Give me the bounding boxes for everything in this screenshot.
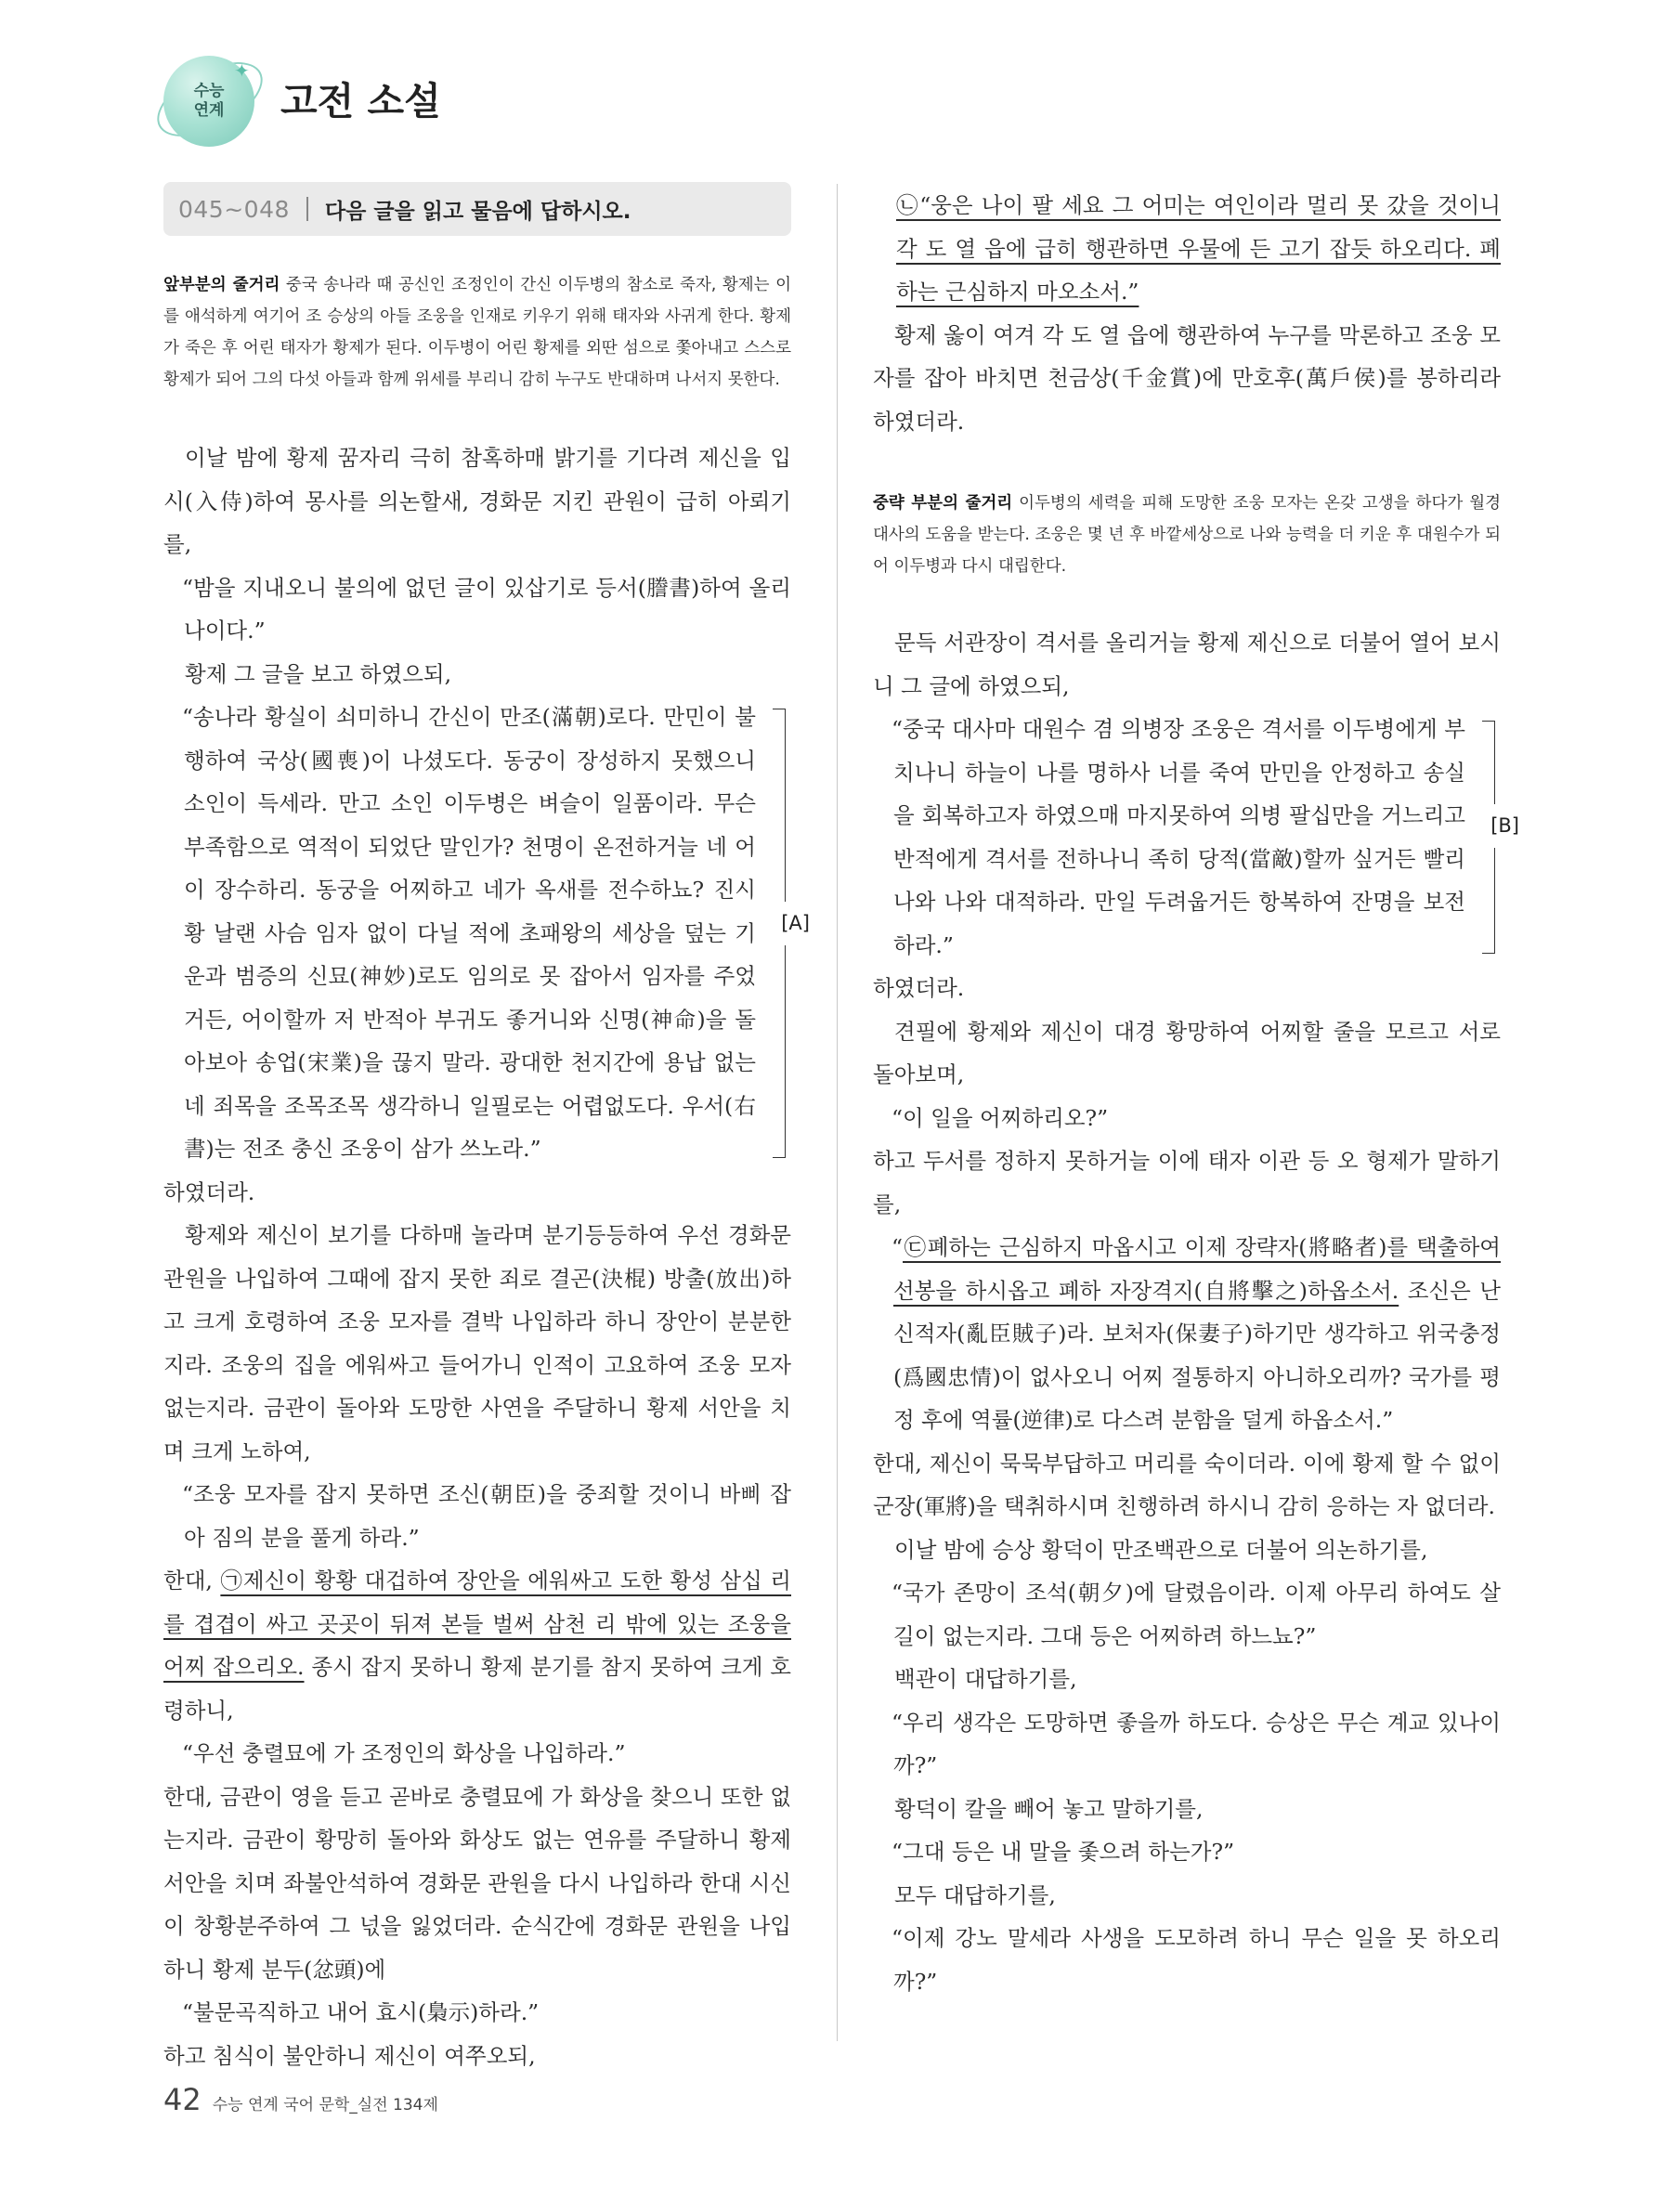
paragraph: 황제 옳이 여겨 각 도 열 읍에 행관하여 누구를 막론하고 조웅 모자를 잡아 바치면 천금상(千金賞)에 만호후(萬戶侯)를 봉하리라 하였더라. — [873, 321, 1501, 435]
paragraph: 백관이 대답하기를, — [894, 1666, 1077, 1692]
underlined-passage-a: ㉠제신이 황황 대겁하여 장안을 에워싸고 도한 황성 삼십 리를 겹겹이 싸고 곳곳이 뒤져 본들 벌써 삼천 리 밖에 있는 조웅을 어찌 잡으리오. — [163, 1568, 791, 1680]
bracket-b-label: [B] — [1489, 804, 1521, 848]
page-number: 42 — [163, 2082, 202, 2117]
text-run: 조신은 난신적자(亂臣賊子)라. 보처자(保妻子)하기만 생각하고 위국충정(爲國忠情)이 없사오니 어찌 절통하지 아니하오리까? 국가를 평정 후에 역률(逆律)로 다스려 분함을 덜게 하옵소서.” — [893, 1277, 1502, 1433]
question-header — [163, 182, 791, 236]
summary-front-label: 앞부분의 줄거리 — [163, 276, 280, 294]
question-number: 045~048 — [178, 195, 290, 223]
column-divider — [837, 184, 838, 2041]
page-footer — [163, 2082, 438, 2117]
question-instruction: 다음 글을 읽고 물음에 답하시오. — [324, 199, 631, 224]
quote: “밤을 지내오니 불의에 없던 글이 있삽기로 등서(謄書)하여 올리나이다.” — [182, 574, 791, 644]
quote: “그대 등은 내 말을 좇으려 하는가?” — [892, 1839, 1235, 1865]
bracket-a-section — [163, 696, 810, 1171]
paragraph: 이날 밤에 황제 꿈자리 극히 참혹하매 밝기를 기다려 제신을 입시(入侍)하여 몽사를 의논할새, 경화문 지킨 관원이 급히 아뢰기를, — [163, 445, 791, 557]
quote: “우리 생각은 도망하면 좋을까 하도다. 승상은 무슨 계교 있나이까?” — [892, 1709, 1501, 1778]
passage-right — [873, 184, 1501, 443]
underlined-text: ㉡“웅은 나이 팔 세요 그 어미는 여인이라 멀리 못 갔을 것이니 각 도 열 읍에 급히 행관하면 우물에 든 고기 잡듯 하오리다. 폐하는 근심하지 마오소서.” — [896, 192, 1501, 305]
summary-middle — [873, 488, 1501, 582]
paragraph: 황제 그 글을 보고 하였으되, — [185, 660, 452, 687]
paragraph: 한대, 금관이 영을 듣고 곧바로 충렬묘에 가 화상을 찾으니 또한 없는지라. 금관이 황망히 돌아와 화상도 없는 연유를 주달하니 황제 서안을 치며 좌불안석하여 경화문 관원을 다시 나입하라 한대 시신이 창황분주하여 그 넋을 잃었더라. 순식간에 경화문 관원을 나입하니 황제 분두(忿頭)에 — [163, 1783, 791, 1983]
paragraph: 이날 밤에 승상 황덕이 만조백관으로 더불어 의논하기를, — [894, 1536, 1428, 1563]
section-badge — [160, 52, 258, 150]
sparkle-icon: ✦ — [234, 59, 250, 82]
section-title: 고전 소설 — [280, 79, 441, 124]
paragraph: 하였더라. — [873, 975, 965, 1001]
badge-line1: 수능 — [193, 82, 225, 100]
right-column — [873, 184, 1519, 2003]
badge-line2: 연계 — [193, 101, 225, 120]
question-separator — [306, 197, 308, 221]
paragraph: 문득 서관장이 격서를 올리거늘 황제 제신으로 더불어 열어 보시니 그 글에 하였으되, — [873, 630, 1501, 699]
paragraph-with-underline — [163, 1559, 791, 1732]
quote-with-underline — [873, 1226, 1501, 1442]
letter-a-text: “송나라 황실이 쇠미하니 간신이 만조(滿朝)로다. 만민이 불행하여 국상(國喪)이 나셨도다. 동궁이 장성하지 못했으니 소인이 득세라. 만고 소인 이두병은 벼슬이 일품이라. 무슨 부족함으로 역적이 되었단 말인가? 천명이 온전하거늘 네 어이 장수하리. 동궁을 어찌하고 네가 옥새를 전수하뇨? 진시황 날랜 사슴 임자 없이 다닐 적에 초패왕의 세상을 덮는 기운과 범증의 신묘(神妙)로도 임의로 못 잡아서 임자를 주었거든, 어이할까 저 반적아 부귀도 좋거니와 신명(神命)을 돌아보아 송업(宋業)을 끊지 말라. 광대한 천지간에 용납 없는 네 죄목을 조목조목 생각하니 일필로는 어렵없도다. 우서(右書)는 전조 충신 조웅이 삼가 쓰노라.” — [182, 704, 756, 1162]
bracket-b-section — [873, 708, 1519, 967]
text-run: 한대, — [163, 1568, 221, 1594]
paragraph: 황제와 제신이 보기를 다하매 놀라며 분기등등하여 우선 경화문 관원을 나입하여 그때에 잡지 못한 죄로 결곤(決棍) 방출(放出)하고 크게 호령하여 조웅 모자를 결박 나입하라 하니 장안이 분분한지라. 조웅의 집을 에워싸고 들어가니 인적이 고요하여 조웅 모자 없는지라. 금관이 돌아와 도망한 사연을 주달하니 황제 서안을 치며 크게 노하여, — [163, 1222, 791, 1464]
left-column — [163, 182, 810, 2077]
paragraph: 모두 대답하기를, — [894, 1881, 1056, 1908]
underlined-passage-b — [873, 184, 1501, 314]
paragraph: 하고 침식이 불안하니 제신이 여쭈오되, — [163, 2042, 536, 2069]
summary-middle-text: 이두병의 세력을 피해 도망한 조웅 모자는 온갖 고생을 하다가 월경 대사의 도움을 받는다. 조웅은 몇 년 후 바깥세상으로 나와 능력을 더 키운 후 대원수가 되어 이두병과 다시 대립한다. — [873, 494, 1501, 576]
paragraph: 한대, 제신이 묵묵부답하고 머리를 숙이더라. 이에 황제 할 수 없이 군장(軍將)을 택취하시며 친행하려 하시니 감히 응하는 자 없더라. — [873, 1450, 1501, 1519]
footer-title: 수능 연계 국어 문학_실전 134제 — [212, 2096, 438, 2114]
quote: “이제 강노 말세라 사생을 도모하려 하니 무슨 일을 못 하오리까?” — [892, 1925, 1501, 1995]
passage-left — [163, 436, 810, 2077]
summary-front — [163, 269, 791, 396]
text-run: “ — [892, 1234, 904, 1260]
paragraph: 견필에 황제와 제신이 대경 황망하여 어찌할 줄을 모르고 서로 돌아보며, — [873, 1018, 1501, 1087]
underlined-passage-c: ㉢폐하는 근심하지 마옵시고 이제 장략자(將略者)를 택출하여 선봉을 하시옵고 폐하 자장격지(自將擊之)하옵소서. — [893, 1234, 1501, 1304]
text-run: 종시 잡지 못하니 황제 분기를 참지 못하여 크게 호령하니, — [163, 1654, 791, 1724]
quote: “이 일을 어찌하리오?” — [892, 1104, 1109, 1131]
passage-right-cont — [873, 621, 1519, 2003]
quote: “국가 존망이 조석(朝夕)에 달렸음이라. 이제 아무리 하여도 살 길이 없는지라. 그대 등은 어찌하려 하느뇨?” — [892, 1580, 1501, 1649]
summary-middle-label: 중략 부분의 줄거리 — [873, 494, 1013, 513]
paragraph: 하고 두서를 정하지 못하거늘 이에 태자 이관 등 오 형제가 말하기를, — [873, 1148, 1501, 1217]
quote: “조웅 모자를 잡지 못하면 조신(朝臣)을 중죄할 것이니 바삐 잡아 짐의 분을 풀게 하라.” — [182, 1481, 791, 1551]
paragraph: 황덕이 칼을 빼어 놓고 말하기를, — [894, 1795, 1204, 1822]
paragraph: 하였더라. — [163, 1178, 255, 1205]
quote: “불문곡직하고 내어 효시(梟示)하라.” — [182, 1999, 540, 2025]
bracket-a-label: [A] — [779, 902, 812, 945]
letter-b-text: “중국 대사마 대원수 겸 의병장 조웅은 격서를 이두병에게 부치나니 하늘이 나를 명하사 너를 죽여 만민을 안정하고 송실을 회복하고자 하였으매 마지못하여 의병 팔십만을 거느리고 반적에게 격서를 전하나니 족히 당적(當敵)할까 싶거든 빨리 나와 나와 대적하라. 만일 두려웁거든 항복하여 잔명을 보전하라.” — [892, 716, 1465, 958]
badge-label — [160, 82, 258, 121]
quote: “우선 충렬묘에 가 조정인의 화상을 나입하라.” — [182, 1740, 626, 1766]
summary-front-text: 중국 송나라 때 공신인 조정인이 간신 이두병의 참소로 죽자, 황제는 이를 애석하게 여기어 조 승상의 아들 조웅을 인재로 키우기 위해 태자와 사귀게 한다. 황제가 죽은 후 어린 태자가 황제가 된다. 이두병이 어린 황제를 외딴 섬으로 쫓아내고 스스로 황제가 되어 그의 다섯 아들과 함께 위세를 부리니 감히 누구도 반대하며 나서지 못한다. — [163, 276, 791, 389]
